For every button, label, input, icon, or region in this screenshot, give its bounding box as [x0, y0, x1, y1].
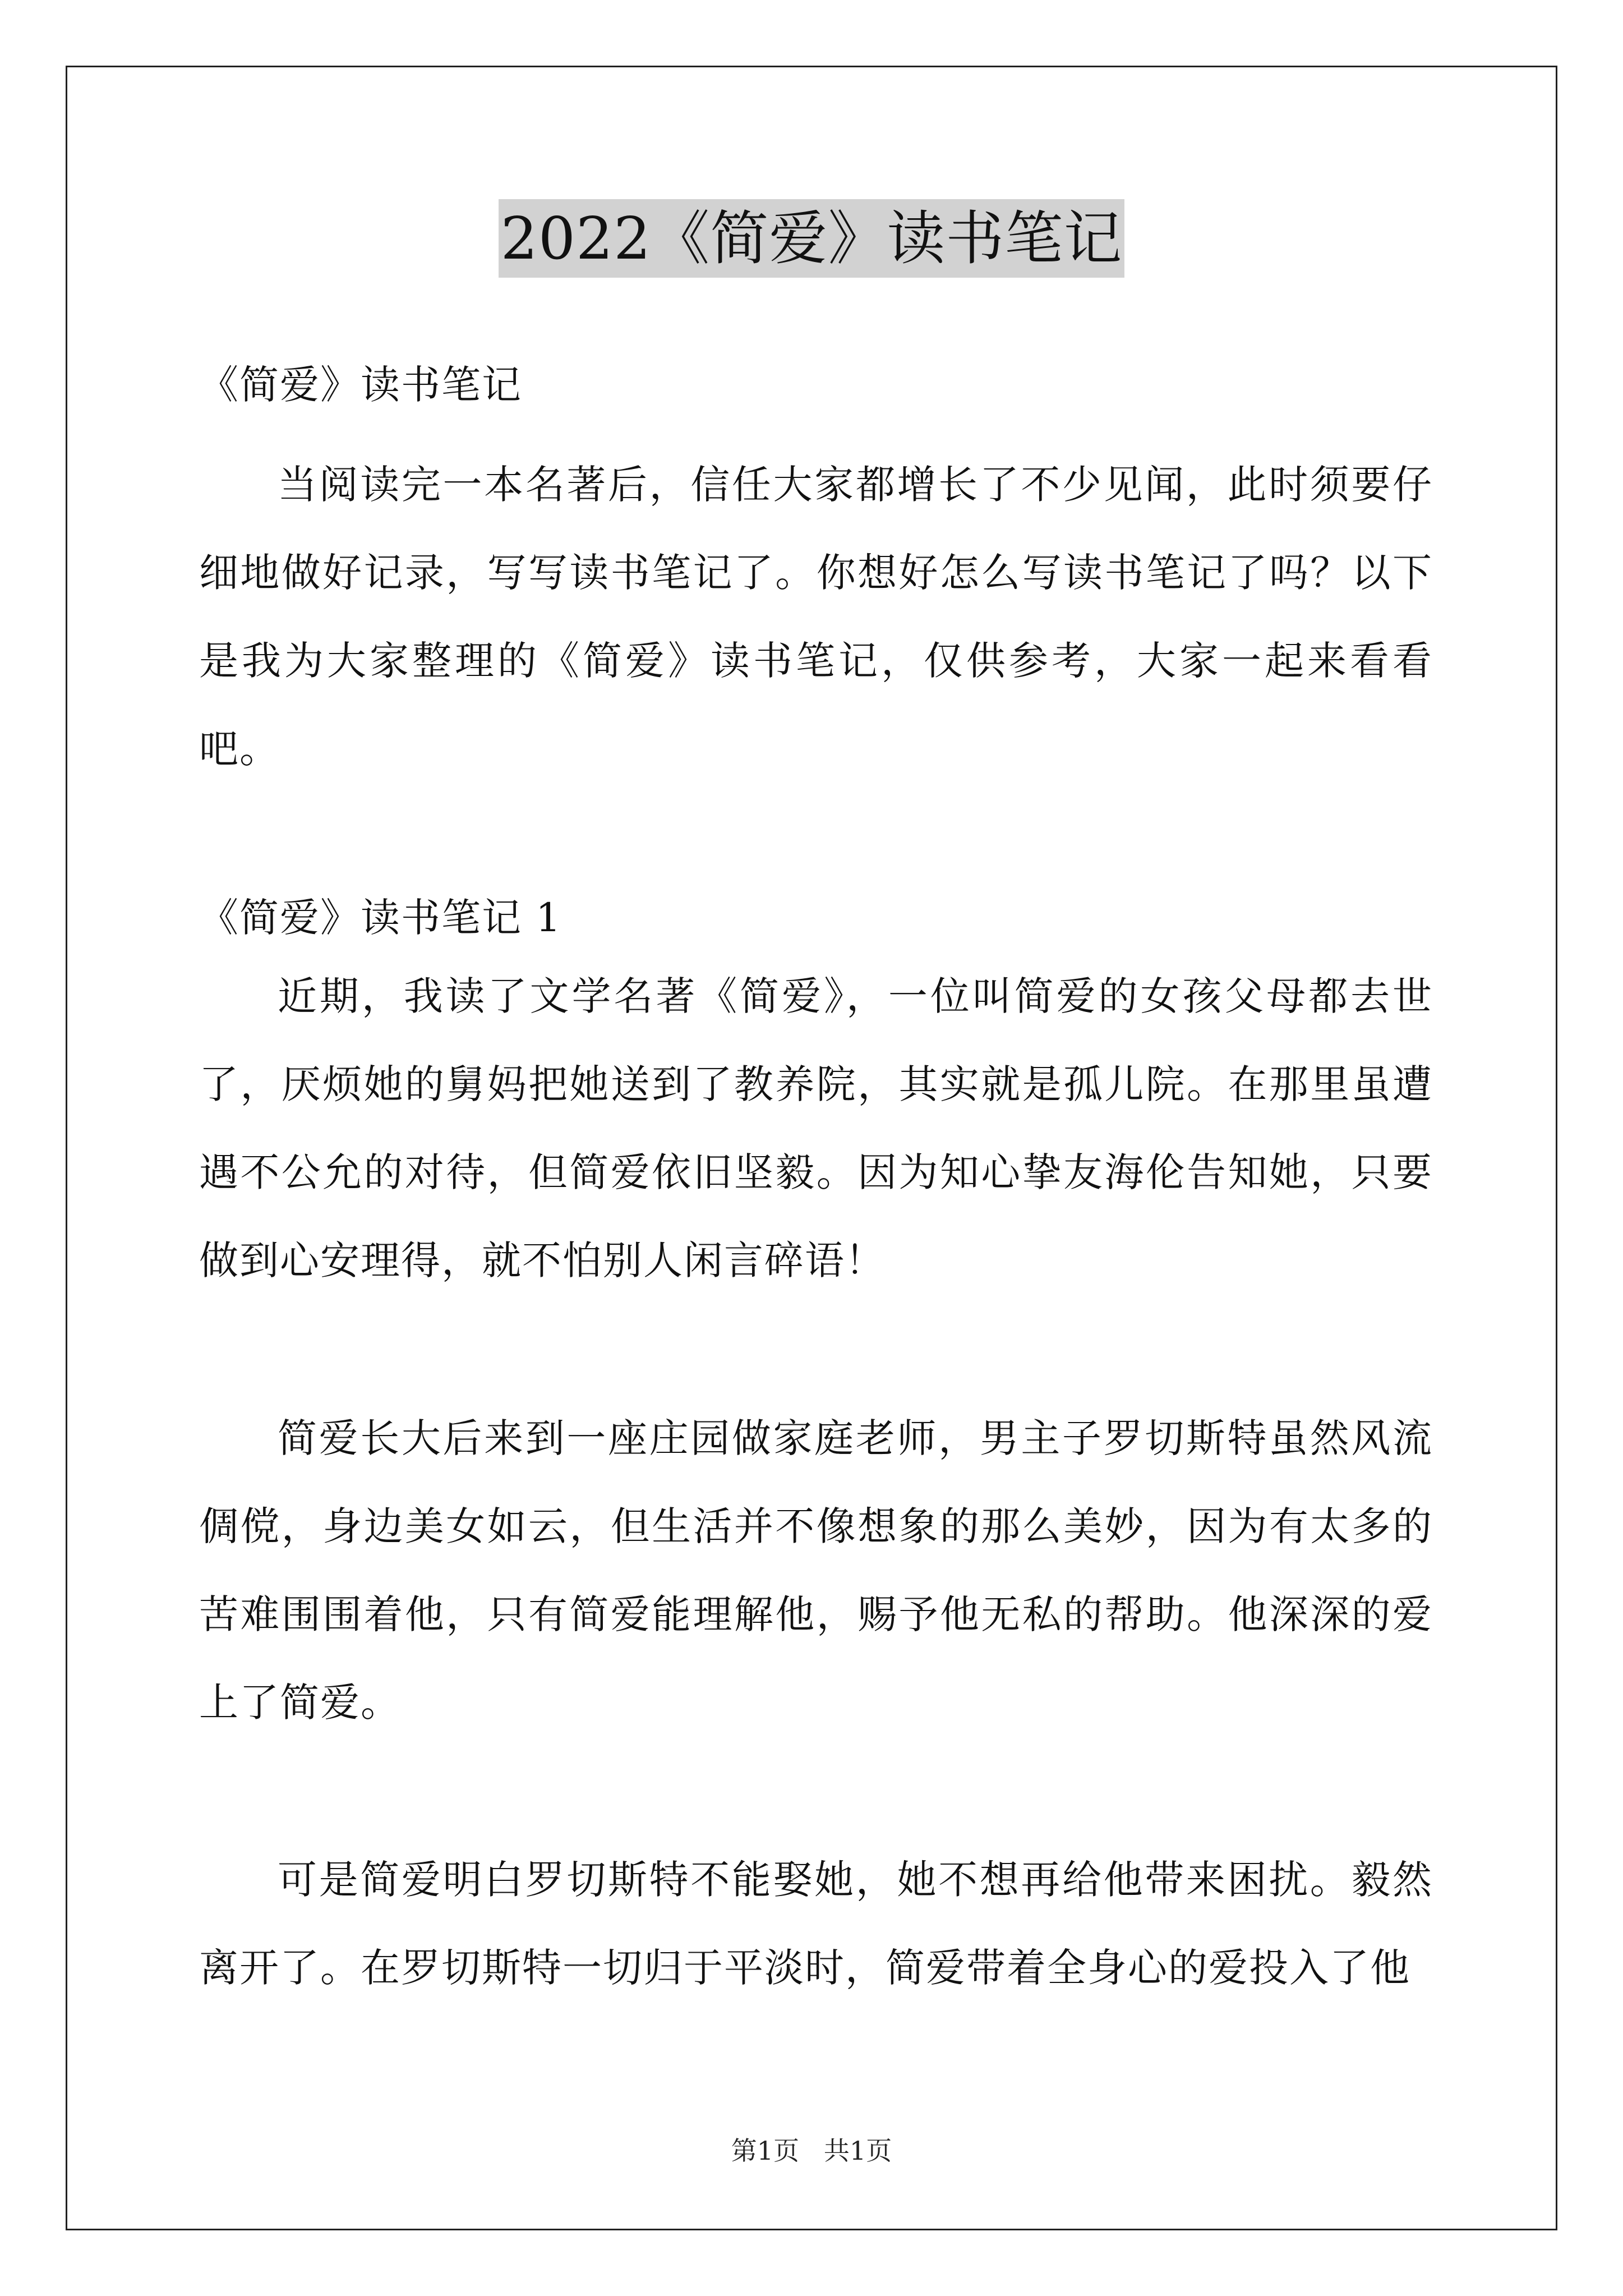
- intro-paragraph: 当阅读完一本名著后，信任大家都增长了不少见闻，此时须要仔细地做好记录，写写读书笔记了。你想好怎么写读书笔记了吗？以下是我为大家整理的《简爱》读书笔记，仅供参考，大家一起来看看吧。: [199, 462, 1433, 772]
- intro-paragraph-block: [199, 441, 1433, 793]
- paragraph: 可是简爱明白罗切斯特不能娶她，她不想再给他带来困扰。毅然离开了。在罗切斯特一切归于平淡时，简爱带着全身心的爱投入了他: [199, 1857, 1433, 1991]
- paragraph-block: [199, 1836, 1433, 2012]
- document-title: 2022《简爱》读书笔记: [499, 199, 1125, 278]
- page-indicator: 第1页 共1页: [731, 2136, 892, 2166]
- section-heading: 《简爱》读书笔记 1: [199, 895, 562, 941]
- paragraph-block: [199, 953, 1433, 1305]
- page-footer: [0, 2131, 1623, 2168]
- paragraph: 简爱长大后来到一座庄园做家庭老师，男主子罗切斯特虽然风流倜傥，身边美女如云，但生活并不像想象的那么美妙，因为有太多的苦难围围着他，只有简爱能理解他，赐予他无私的帮助。他深深的爱上了简爱。: [199, 1415, 1433, 1726]
- paragraph: 近期，我读了文学名著《简爱》，一位叫简爱的女孩父母都去世了，厌烦她的舅妈把她送到了教养院，其实就是孤儿院。在那里虽遭遇不公允的对待，但简爱依旧坚毅。因为知心挚友海伦告知她，只要做到心安理得，就不怕别人闲言碎语！: [199, 973, 1433, 1283]
- intro-heading: 《简爱》读书笔记: [199, 362, 522, 408]
- title-container: [0, 199, 1623, 278]
- paragraph-block: [199, 1395, 1433, 1747]
